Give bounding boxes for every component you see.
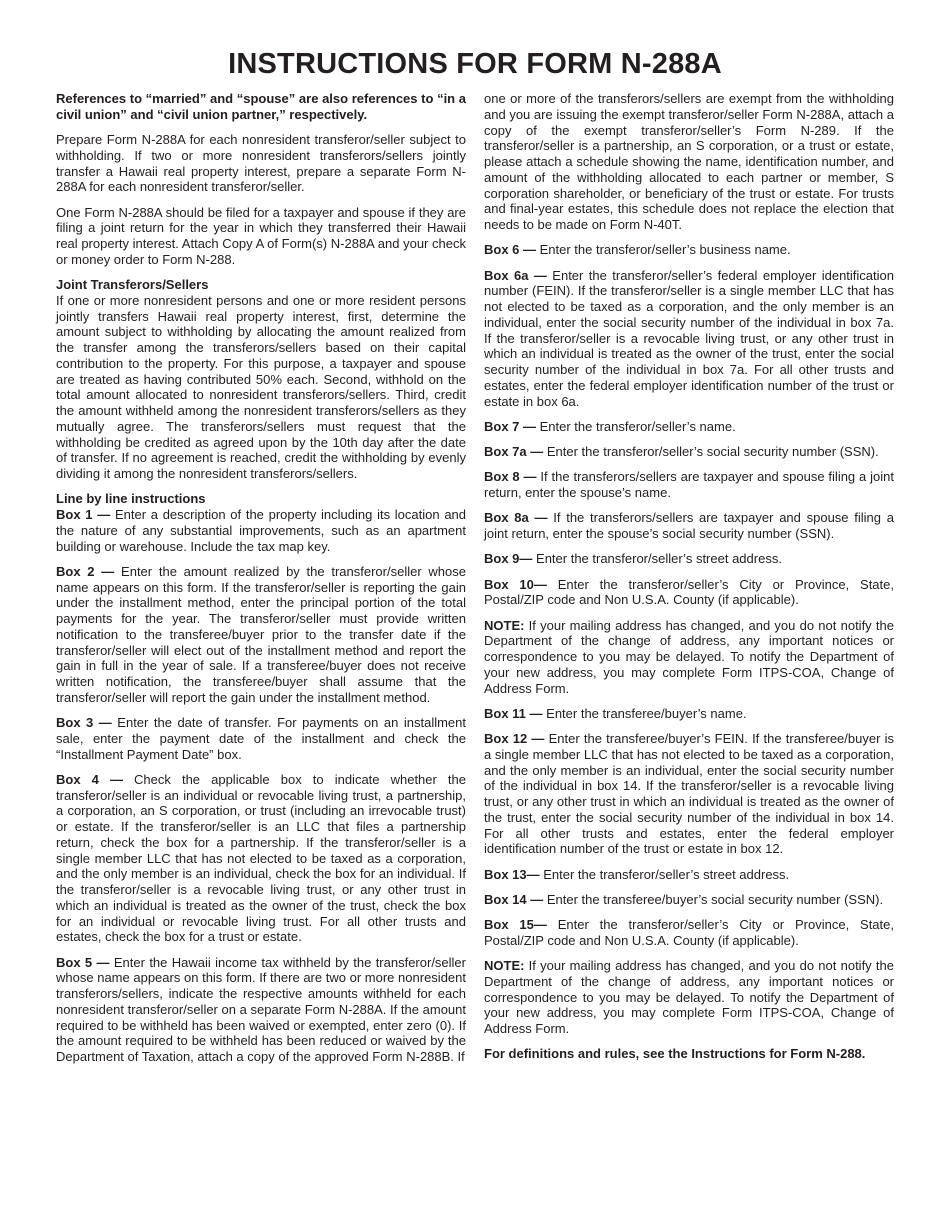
box-8-label: Box 8 — [484, 469, 537, 485]
box-7a-instruction [484, 444, 894, 460]
box-4-text: Check the applicable box to indicate whether the transferor/seller is an individual or revocable living trust, a partnership, a corporation, an S corporation, or trust (including an irrevocable trust) or estate. If the transferor/seller is an LLC that files a partnership return, check the box for a partnership. If the transferor/seller is a single member LLC that has not elected to be taxed as a corporation, and the only member is an individual, check the box for an individual. If the transferor/seller is a revocable living trust, or any other trust in which an individual is treated as the owner of the trust, check the box for an individual or revocable living trust. For all other trusts and estates, check the box for a trust or estate. [56, 771, 466, 945]
line-by-line-heading: Line by line instructions [56, 491, 206, 507]
box-10-instruction [484, 577, 894, 609]
box-12-instruction [484, 731, 894, 857]
box-1-text: Enter a description of the property including its location and the nature of any substantial improvements, such as an apartment building or warehouse. Include the tax map key. [56, 507, 467, 554]
box-3-text: Enter the date of transfer. For payments on an installment sale, enter the payment date of the installment and check the “Installment Payment Date” box. [56, 715, 466, 762]
note-label: NOTE: [484, 617, 525, 633]
box-15-label: Box 15— [484, 917, 547, 932]
box-5-text: Enter the Hawaii income tax withheld by the transferor/seller whose name appears on this form. If there are two or more nonresident transferors/sellers, indicate the respective amounts withheld for each nonresident transferor/seller on a separate Form N-288A. If the amount required to be withheld has been waived or exempted, enter zero (0). If the amount required to be withheld has been reduced or waived by the Department of Taxation, attach a copy of the approved Form N-288B. If [56, 954, 466, 1064]
box-5-label: Box 5 — [56, 954, 110, 970]
box-7-text: Enter the transferor/seller’s name. [536, 418, 736, 434]
box-7a-text: Enter the transferor/seller’s social security number (SSN). [543, 444, 879, 459]
box-13-instruction [484, 867, 894, 883]
box-2-text: Enter the amount realized by the transferor/seller whose name appears on this form. If the transferor/seller is reporting the gain under the installment method, enter the principal portion of the total payments for the year. The transferor/seller must provide written notification to the transferee/buyer prior to the transfer date if the transferor/seller will elect out of the installment method and report the gain in full in the year of sale. If a transferee/buyer does not receive written notification, the transferee/buyer shall assume that the transferor/seller will report the gain under the installment method. [56, 563, 466, 705]
box-10-text: Enter the transferor/seller’s City or Province, State, Postal/ZIP code and Non U.S.A. County (if applicable). [484, 576, 894, 608]
box-2-instruction [56, 564, 466, 706]
box-8a-label: Box 8a — [484, 510, 548, 526]
prepare-paragraph: Prepare Form N-288A for each nonresident transferor/seller subject to withholding. If two or more nonresident transferors/sellers jointly transfer a Hawaii real property interest, prepare a separate Form N-288A for each nonresident transferor/seller. [56, 132, 466, 195]
box-13-text: Enter the transferor/seller’s street address. [539, 866, 790, 882]
box-9-text: Enter the transferor/seller’s street address. [532, 551, 782, 567]
box-13-label: Box 13— [484, 866, 540, 882]
note-text: If your mailing address has changed, and you do not notify the Department of the change of address, any important notices or correspondence to you may be delayed. To notify the Department of your new address, you may complete Form ITPS-COA, Change of Address Form. [484, 958, 894, 1036]
box-14-label: Box 14 — [484, 891, 544, 907]
page-title: INSTRUCTIONS FOR FORM N-288A [228, 48, 722, 80]
left-column [56, 91, 466, 1074]
box-14-text: Enter the transferee/buyer’s social security number (SSN). [543, 891, 884, 907]
box-11-label: Box 11 — [484, 705, 543, 721]
box-6-instruction [484, 242, 894, 258]
box-9-instruction [484, 551, 894, 567]
box-10-label: Box 10— [484, 576, 547, 592]
box-8a-text: If the transferors/sellers are taxpayer and spouse filing a joint return, enter the spouse’s social security number (SSN). [484, 510, 894, 541]
box-3-instruction [56, 715, 466, 762]
box-1-instruction [56, 491, 466, 554]
box-3-label: Box 3 — [56, 715, 112, 730]
definitions-reference: For definitions and rules, see the Instructions for Form N-288. [484, 1046, 866, 1062]
box-11-text: Enter the transferee/buyer’s name. [542, 705, 747, 721]
box-12-label: Box 12 — [484, 731, 545, 746]
joint-transferors-text: If one or more nonresident persons and one or more resident persons jointly transfers Hawaii real property interest, first, determine the amount subject to withholding by allocating the amount realized from the transfer among the transferors/sellers based on their capital contribution to the property. For this purpose, a taxpayer and spouse are treated as having contributed 50% each. Second, withhold on the total amount allocated to nonresident transferors/sellers. Third, credit the amount withheld among the nonresident transferors/sellers as they mutually agree. The transferors/sellers must request that the withholding be credited as agreed upon by the 10th day after the date of transfer. If no agreement is reached, credit the withholding by evenly dividing it among the nonresident transferors/sellers. [56, 292, 466, 481]
box-2-label: Box 2 — [56, 563, 115, 579]
box-4-instruction [56, 772, 466, 945]
box-6-text: Enter the transferor/seller’s business name. [536, 242, 791, 258]
joint-transferors-section [56, 277, 466, 482]
box-1-label: Box 1 — [56, 507, 111, 522]
box-15-text: Enter the transferor/seller’s City or Province, State, Postal/ZIP code and Non U.S.A. County (if applicable). [484, 917, 894, 948]
box-5-instruction [56, 955, 466, 1065]
civil-union-note: References to “married” and “spouse” are also references to “in a civil union” and “civil union partner,” respectively. [56, 91, 466, 122]
box-12-text: Enter the transferee/buyer’s FEIN. If the transferee/buyer is a single member LLC that has not elected to be taxed as a corporation, and the only member is an individual, enter the social security number of the individual in box 14. If the transferor/seller is a revocable living trust, or any other trust in which an individual is treated as the owner of the trust, enter the social security number of the individual in box 14. For all other trusts and estates, enter the federal employer identification number of the trust or estate in box 12. [484, 731, 895, 857]
box-8a-instruction [484, 510, 894, 542]
box-6a-instruction [484, 268, 894, 410]
box-5-continued: one or more of the transferors/sellers are exempt from the withholding and you are issuing the exempt transferor/seller Form N-288A, attach a copy of the exempt transferor/seller’s Form N-289. If the transferor/seller is a partnership, an S corporation, or a trust or estate, please attach a schedule showing the name, identification number, and amount of the withholding allocated to each partner or member, S corporation shareholder, or beneficiary of the trust or estate. For trusts and final-year estates, this schedule does not replace the election that needs to be made on Form N-40T. [484, 91, 894, 232]
box-4-label: Box 4 — [56, 771, 123, 787]
note-label: NOTE: [484, 958, 525, 973]
box-6-label: Box 6 — [484, 242, 537, 258]
box-6a-text: Enter the transferor/seller’s federal employer identification number (FEIN). If the transferor/seller is a single member LLC that has not elected to be taxed as a corporation, and the only member is an individual, enter the social security number of the individual in box 7a. If the transferor/seller is a revocable living trust, or any other trust in which an individual is treated as the owner of the trust, enter the social security number of the individual in box 7a. For all other trusts and estates, enter the federal employer identification number of the trust or estate in box 6a. [484, 267, 894, 409]
box-6a-label: Box 6a — [484, 267, 547, 283]
address-change-note-2 [484, 958, 894, 1037]
joint-transferors-heading: Joint Transferors/Sellers [56, 277, 209, 292]
joint-return-paragraph: One Form N-288A should be filed for a taxpayer and spouse if they are filing a joint return for the year in which they transferred their Hawaii real property interest. Attach Copy A of Form(s) N-288A and your check or money order to Form N-288. [56, 204, 466, 267]
box-7-instruction [484, 419, 894, 435]
box-8-text: If the transferors/sellers are taxpayer and spouse filing a joint return, enter the spouse’s name. [484, 469, 894, 500]
note-text: If your mailing address has changed, and you do not notify the Department of the change of address, any important notices or correspondence to you may be delayed. To notify the Department of your new address, you may complete Form ITPS-COA, Change of Address Form. [484, 617, 894, 696]
box-7-label: Box 7 — [484, 418, 537, 434]
box-15-instruction [484, 917, 894, 949]
box-9-label: Box 9— [484, 551, 533, 567]
address-change-note [484, 618, 894, 697]
box-7a-label: Box 7a — [484, 444, 544, 459]
box-8-instruction [484, 469, 894, 501]
box-14-instruction [484, 892, 894, 908]
right-column [484, 91, 894, 1072]
box-11-instruction [484, 706, 894, 722]
